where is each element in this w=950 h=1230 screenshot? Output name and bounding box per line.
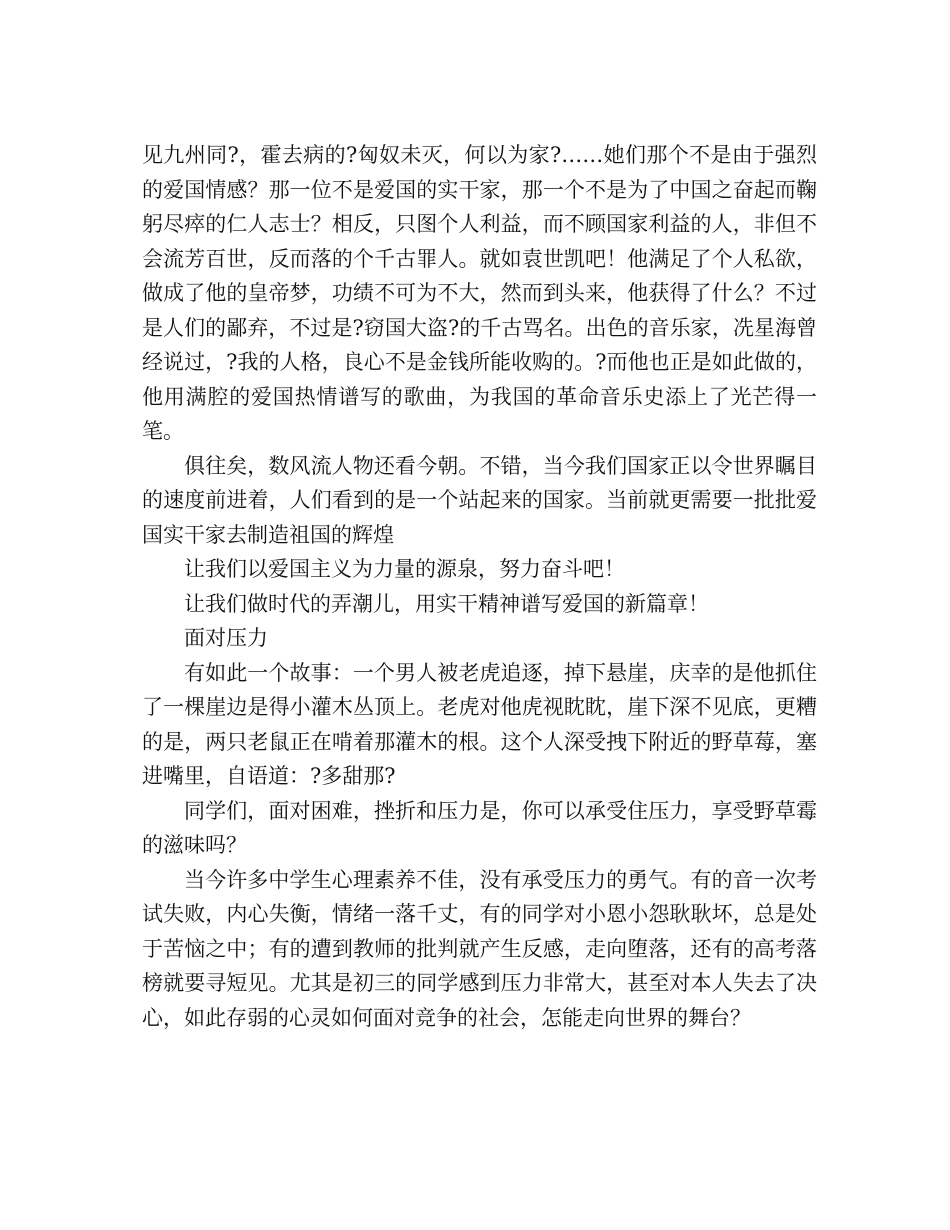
paragraph-2: 俱往矣，数风流人物还看今朝。不错，当今我们国家正以令世界瞩目的速度前进着，人们看到的是一个站起来的国家。当前就更需要一批批爱国实干家去制造祖国的辉煌: [142, 453, 817, 547]
paragraph-3: 让我们以爱国主义为力量的源泉，努力奋斗吧！: [184, 557, 625, 581]
paragraph-7: 同学们，面对困难，挫折和压力是，你可以承受住压力，享受野草霉的滋味吗？: [142, 798, 817, 857]
paragraph-1: 见九州同?，霍去病的?匈奴未灭，何以为家?……她们那个不是由于强烈的爱国情感？那一位不是爱国的实干家，那一个不是为了中国之奋起而鞠躬尽瘁的仁人志士？相反，只图个人利益，而不顾国家利益的人，非但不会流芳百世，反而落的个千古罪人。就如袁世凯吧！他满足了个人私欲，做成了他的皇帝梦，功绩不可为不大，然而到头来，他获得了什么？不过是人们的鄙弃，不过是?窃国大盗?的千古骂名。出色的音乐家，冼星海曾经说过，?我的人格，良心不是金钱所能收购的。?而他也正是如此做的，他用满腔的爱国热情谱写的歌曲，为我国的革命音乐史添上了光芒得一笔。: [142, 143, 817, 443]
paragraph-8: 当今许多中学生心理素养不佳，没有承受压力的勇气。有的音一次考试失败，内心失衡，情绪一落千丈，有的同学对小恩小怨耿耿坏，总是处于苦恼之中；有的遭到教师的批判就产生反感，走向堕落，还有的高考落榜就要寻短见。尤其是初三的同学感到压力非常大，甚至对本人失去了决心，如此存弱的心灵如何面对竞争的社会，怎能走向世界的舞台？: [142, 867, 817, 1030]
paragraph-4: 让我们做时代的弄潮儿，用实干精神谱写爱国的新篇章！: [184, 591, 709, 616]
document-body: [142, 138, 817, 1035]
paragraph-6: 有如此一个故事：一个男人被老虎追逐，掉下悬崖，庆幸的是他抓住了一棵崖边是得小灌木丛顶上。老虎对他虎视眈眈，崖下深不见底，更糟的是，两只老鼠正在啃着那灌木的根。这个人深受拽下附近的野草莓，塞进嘴里，自语道：?多甜那?: [142, 660, 817, 788]
section-heading: 面对压力: [184, 626, 268, 650]
